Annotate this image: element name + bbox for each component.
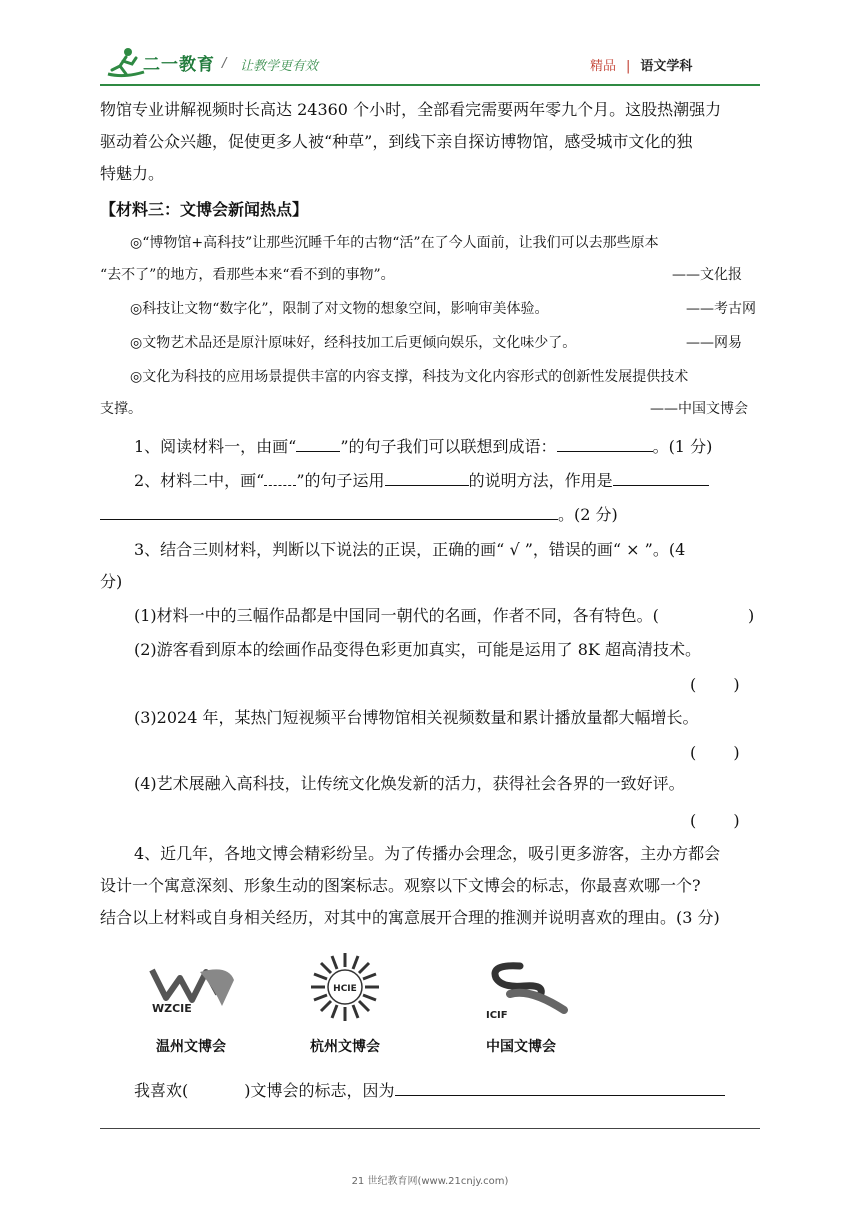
q1-text-b: ”的句子我们可以联想到成语： — [340, 437, 557, 456]
page-footer: 21 世纪教育网(www.21cnjy.com) — [351, 1176, 509, 1187]
header-divider: | — [626, 59, 631, 74]
question-3-line1: 3、结合三则材料，判断以下说法的正误，正确的画“ √ ”，错误的画“ × ”。(4 — [134, 540, 686, 559]
material3-heading: 【材料三：文博会新闻热点】 — [100, 200, 309, 219]
q4-answer-line — [134, 1080, 725, 1101]
q3-statement-4: (4)艺术展融入高科技，让传统文化焕发新的活力，获得社会各界的一致好评。 — [134, 774, 685, 793]
q4-reason-blank[interactable] — [395, 1080, 725, 1096]
q2-text-b: ”的句子运用 — [296, 471, 385, 490]
wzcie-emblem-icon — [148, 960, 240, 1018]
question-1 — [134, 436, 712, 457]
q3-statement-1: (1)材料一中的三幅作品都是中国同一朝代的名画，作者不同，各有特色。( — [134, 606, 659, 625]
opinion-2-source: ——考古网 — [686, 301, 756, 317]
q4-answer-text-a: 我喜欢( — [134, 1081, 189, 1100]
question-2 — [134, 470, 709, 491]
icif-logo-text: ICIF — [486, 1010, 508, 1021]
q2-text-a: 2、材料二中，画“ — [134, 471, 265, 490]
para1-line1: 物馆专业讲解视频时长高达 24360 个小时，全部看完需要两年零九个月。这股热潮强力 — [100, 100, 722, 119]
question-4-line3: 结合以上材料或自身相关经历，对其中的寓意展开合理的推测并说明喜欢的理由。(3 分) — [100, 908, 720, 927]
answer-rule-line[interactable] — [100, 1128, 760, 1129]
q2-text-c: 的说明方法，作用是 — [468, 471, 613, 490]
premium-tag: 精品 — [590, 59, 617, 74]
page-header — [0, 0, 860, 90]
q3-statement-2: (2)游客看到原本的绘画作品变得色彩更加真实，可能是运用了 8K 超高清技术。 — [134, 640, 701, 659]
emblem-label-wenzhou: 温州文博会 — [156, 1039, 226, 1055]
q4-answer-text-b: )文博会的标志，因为 — [244, 1081, 395, 1100]
q3-4-answer-paren[interactable]: ( ) — [690, 811, 740, 830]
opinion-4-line1: ◎文化为科技的应用场景提供丰富的内容支撑，科技为文化内容形式的创新性发展提供技术 — [130, 369, 689, 385]
opinion-1-line1: ◎“博物馆+高科技”让那些沉睡千年的古物“活”在了今人面前，让我们可以去那些原本 — [130, 235, 659, 251]
header-rule — [100, 84, 760, 86]
opinion-1-line2: “去不了”的地方，看那些本来“看不到的事物”。 — [100, 267, 395, 283]
q2-function-blank-cont[interactable] — [100, 504, 558, 520]
q3-3-answer-paren[interactable]: ( ) — [690, 743, 740, 762]
q1-underline-blank — [296, 436, 340, 452]
question-4-line1: 4、近几年，各地文博会精彩纷呈。为了传播办会理念，吸引更多游客，主办方都会 — [134, 844, 721, 863]
q3-2-answer-paren[interactable]: ( ) — [690, 675, 740, 694]
q3-1-close-paren: ) — [748, 606, 755, 625]
q2-score: 。(2 分) — [558, 505, 618, 524]
q1-score: 。(1 分) — [652, 437, 713, 456]
opinion-4-line2: 支撑。 — [100, 401, 142, 417]
opinion-2-line1: ◎科技让文物“数字化”，限制了对文物的想象空间，影响审美体验。 — [130, 301, 549, 317]
hcie-logo-text: HCIE — [333, 984, 357, 994]
opinion-3-source: ——网易 — [686, 335, 742, 351]
emblem-label-hangzhou: 杭州文博会 — [310, 1039, 380, 1055]
hcie-emblem-icon — [308, 950, 382, 1024]
opinion-3-line1: ◎文物艺术品还是原汁原味好，经科技加工后更倾向娱乐，文化味少了。 — [130, 335, 577, 351]
question-3-line2: 分) — [100, 572, 123, 591]
emblem-label-china: 中国文博会 — [486, 1039, 556, 1055]
subject-tag: 语文学科 — [640, 59, 693, 74]
para1-line3: 特魅力。 — [100, 164, 165, 183]
slogan: 让教学更有效 — [240, 59, 319, 74]
q2-method-blank[interactable] — [385, 470, 469, 486]
q1-text-a: 1、阅读材料一，由画“ — [134, 437, 297, 456]
brand-name: 二一教育 — [143, 55, 215, 75]
question-4-line2: 设计一个寓意深刻、形象生动的图案标志。观察以下文博会的标志，你最喜欢哪一个? — [100, 876, 701, 895]
wzcie-logo-text: WZCIE — [152, 1002, 192, 1015]
icif-emblem-icon — [480, 960, 570, 1022]
opinion-1-source: ——文化报 — [672, 267, 742, 283]
q2-underline-blank — [264, 470, 296, 486]
question-2-cont — [100, 504, 618, 525]
q3-statement-3: (3)2024 年，某热门短视频平台博物馆相关视频数量和累计播放量都大幅增长。 — [134, 708, 699, 727]
header-tags — [590, 55, 692, 74]
q1-idiom-answer-blank[interactable] — [557, 436, 653, 452]
para1-line2: 驱动着公众兴趣，促使更多人被“种草”，到线下亲自探访博物馆，感受城市文化的独 — [100, 132, 693, 151]
opinion-4-source: ——中国文博会 — [650, 401, 748, 417]
q2-function-blank[interactable] — [613, 470, 709, 486]
slogan-separator: / — [222, 56, 227, 71]
